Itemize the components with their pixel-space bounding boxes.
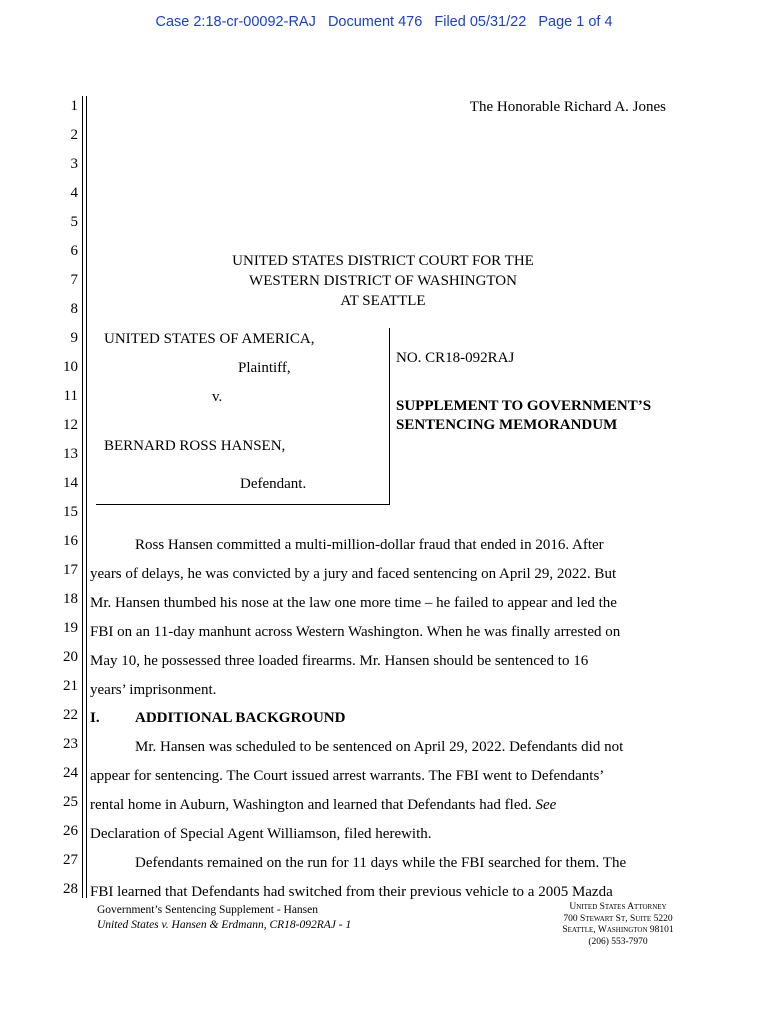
line-number: 16 <box>63 533 78 549</box>
line-number: 8 <box>70 301 78 317</box>
line-number: 10 <box>63 359 78 375</box>
line-number: 9 <box>70 330 78 346</box>
court-heading-line-2: WESTERN DISTRICT OF WASHINGTON <box>249 273 517 289</box>
background-line-3 <box>90 796 556 814</box>
line-number: 1 <box>70 98 78 114</box>
line-number: 13 <box>63 446 78 462</box>
document-title-line-2: SENTENCING MEMORANDUM <box>396 417 618 433</box>
intro-line-6: years’ imprisonment. <box>90 682 217 698</box>
case-number-stamp: Case 2:18-cr-00092-RAJ <box>155 14 316 30</box>
line-number: 25 <box>63 794 78 810</box>
line-number: 3 <box>70 156 78 172</box>
intro-line-5: May 10, he possessed three loaded firearms. Mr. Hansen should be sentenced to 16 <box>90 653 589 669</box>
defendant-role: Defendant. <box>240 476 307 492</box>
document-title-line-1: SUPPLEMENT TO GOVERNMENT’S <box>396 398 652 414</box>
line-number: 14 <box>63 475 78 491</box>
line-number: 4 <box>70 185 78 201</box>
caption-divider <box>389 328 390 504</box>
line-number: 18 <box>63 591 78 607</box>
declaration-line: Declaration of Special Agent Williamson, filed herewith. <box>90 826 432 842</box>
line-number: 22 <box>63 707 78 723</box>
intro-line-4: FBI on an 11-day manhunt across Western Washington. When he was finally arrested on <box>90 624 621 640</box>
intro-line-2: years of delays, he was convicted by a jury and faced sentencing on April 29, 2022. But <box>90 566 617 582</box>
line-number: 28 <box>63 881 78 897</box>
line-number: 2 <box>70 127 78 143</box>
line-number: 24 <box>63 765 78 781</box>
footer-office-phone: (206) 553-7970 <box>588 936 648 947</box>
background-line-3-text: rental home in Auburn, Washington and learned that Defendants had fled. <box>90 797 532 813</box>
line-number: 26 <box>63 823 78 839</box>
run-line-2: FBI learned that Defendants had switched from their previous vehicle to a 2005 Mazda <box>90 884 613 900</box>
footer-office-street: 700 Stewart St, Suite 5220 <box>563 913 673 924</box>
left-margin-rule-2 <box>86 96 87 898</box>
see-signal: See <box>535 797 557 813</box>
footer-case-caption <box>97 918 351 932</box>
court-heading-line-3: AT SEATTLE <box>340 293 426 309</box>
background-line-1: Mr. Hansen was scheduled to be sentenced on April 29, 2022. Defendants did not <box>135 739 624 755</box>
footer-doc-title: Government’s Sentencing Supplement - Hansen <box>97 904 319 916</box>
plaintiff-role: Plaintiff, <box>238 360 291 376</box>
filed-date-stamp: Filed 05/31/22 <box>434 14 527 30</box>
section-number: I. <box>90 710 100 726</box>
case-number: NO. CR18-092RAJ <box>396 350 515 366</box>
line-number: 17 <box>63 562 78 578</box>
line-number: 27 <box>63 852 78 868</box>
footer-office-name: United States Attorney <box>569 902 667 912</box>
line-number: 6 <box>70 243 78 259</box>
line-number: 23 <box>63 736 78 752</box>
line-number: 20 <box>63 649 78 665</box>
section-title: ADDITIONAL BACKGROUND <box>135 710 346 726</box>
intro-line-3: Mr. Hansen thumbed his nose at the law one more time – he failed to appear and led the <box>90 595 617 611</box>
defendant-name: BERNARD ROSS HANSEN, <box>104 438 286 454</box>
left-margin-rule-1 <box>82 96 83 898</box>
plaintiff-name: UNITED STATES OF AMERICA, <box>104 331 315 347</box>
line-number: 15 <box>63 504 78 520</box>
line-number: 11 <box>63 388 78 404</box>
page-count-stamp: Page 1 of 4 <box>538 14 613 30</box>
run-line-1: Defendants remained on the run for 11 days while the FBI searched for them. The <box>135 855 627 871</box>
intro-line-1: Ross Hansen committed a multi-million-dollar fraud that ended in 2016. After <box>135 537 604 553</box>
footer-office-block <box>536 902 700 948</box>
caption-bottom-rule <box>96 504 390 505</box>
background-line-2: appear for sentencing. The Court issued arrest warrants. The FBI went to Defendants’ <box>90 768 605 784</box>
line-number: 12 <box>63 417 78 433</box>
court-heading-line-1: UNITED STATES DISTRICT COURT FOR THE <box>232 253 534 269</box>
versus: v. <box>212 389 223 405</box>
line-number: 7 <box>70 272 78 288</box>
line-number: 5 <box>70 214 78 230</box>
line-number: 19 <box>63 620 78 636</box>
footer-case-caption-text: United States v. Hansen & Erdmann, CR18-092RAJ - 1 <box>97 919 352 931</box>
line-number: 21 <box>63 678 78 694</box>
document-number-stamp: Document 476 <box>327 14 423 30</box>
footer-office-city: Seattle, Washington 98101 <box>562 925 674 935</box>
filing-stamp <box>0 14 768 30</box>
judge-name: The Honorable Richard A. Jones <box>469 99 666 115</box>
